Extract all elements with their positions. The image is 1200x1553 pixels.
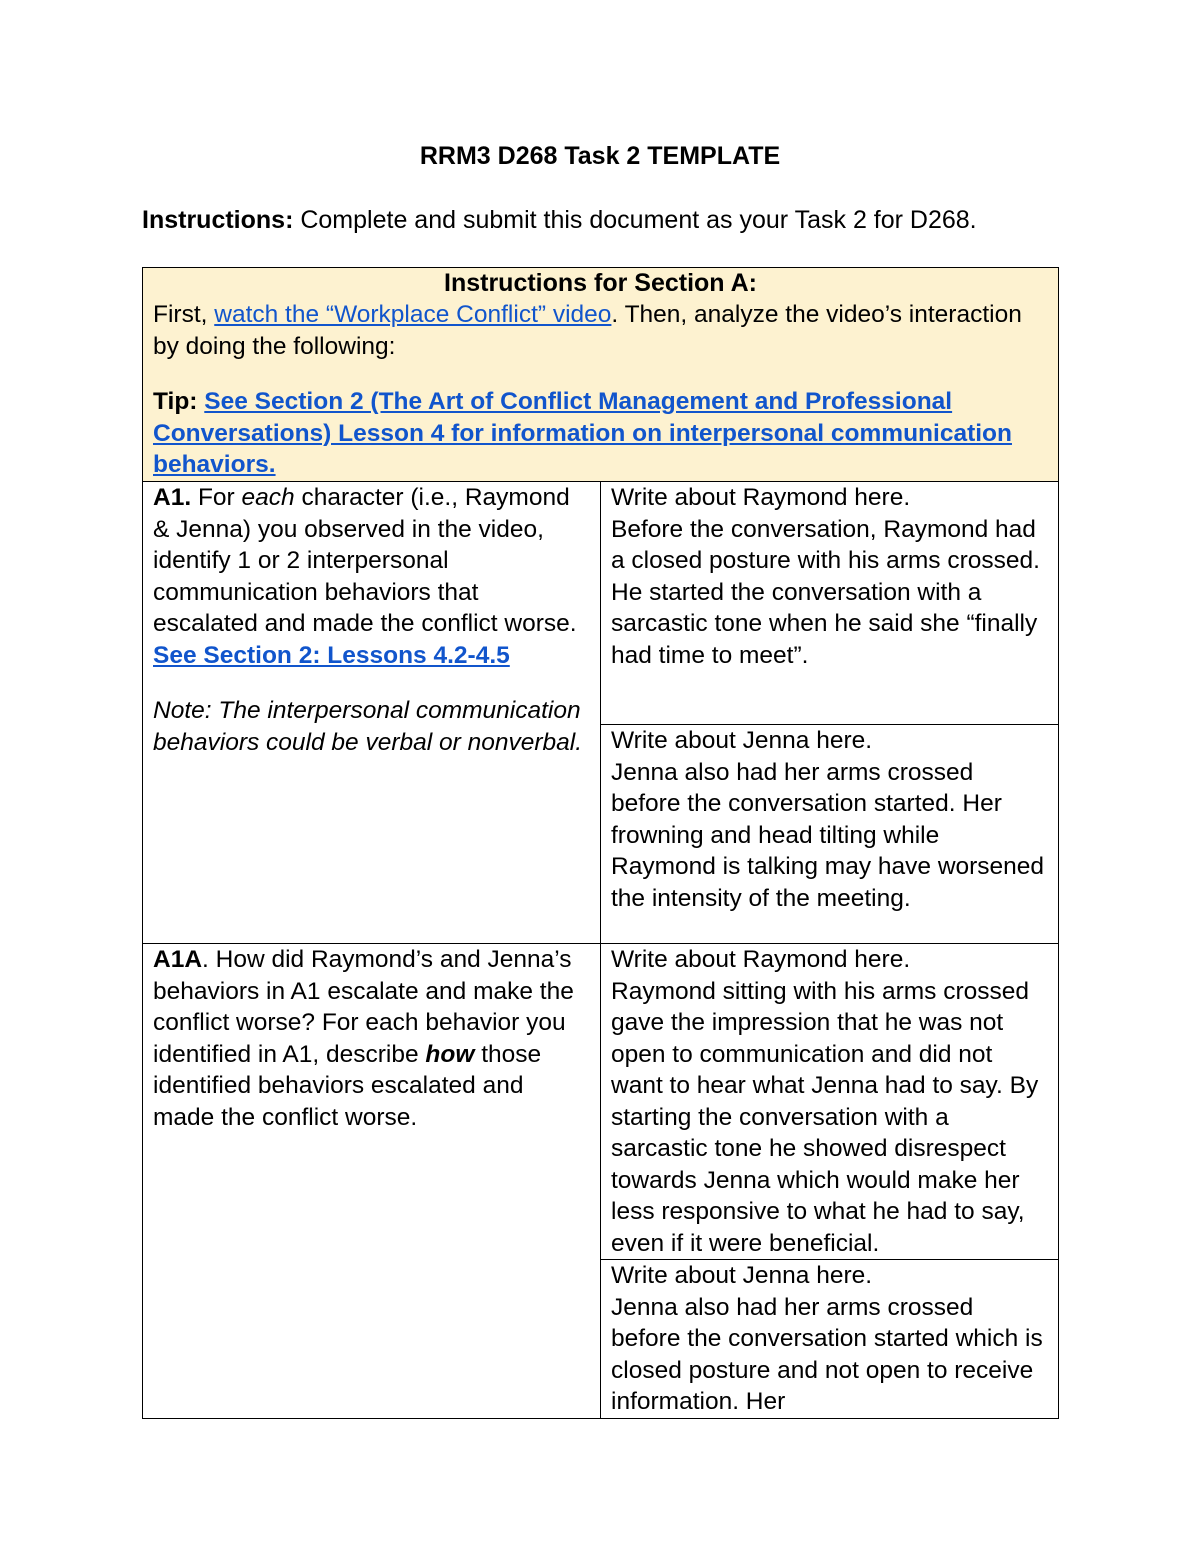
first-prefix: First, xyxy=(153,301,215,328)
a1a-prompt-cell xyxy=(143,944,601,1419)
a1-text-part: For xyxy=(191,484,242,511)
section-a-heading: Instructions for Section A: xyxy=(444,269,757,297)
a1-raymond-answer: Before the conversation, Raymond had a closed posture with his arms crossed. He started the conversation with a sarcastic tone when he said she “finally had time to meet”. xyxy=(611,515,1040,669)
a1a-raymond-answer: Raymond sitting with his arms crossed gave the impression that he was not open to communication and did not want to hear what Jenna had to say. By starting the conversation with a sarcastic tone he showed disrespect towards Jenna which would make her less responsive to what he had to say, even if it were beneficial. xyxy=(611,977,1039,1257)
workplace-conflict-video-link[interactable]: watch the “Workplace Conflict” video xyxy=(214,301,612,328)
a1-text-main: character (i.e., Raymond & Jenna) you observed in the video, identify 1 or 2 interpersonal communication behaviors that escalated and made the conflict worse. xyxy=(153,484,577,637)
a1a-jenna-answer: Jenna also had her arms crossed before the conversation started which is closed posture and not open to receive information. Her xyxy=(611,1293,1043,1415)
a1a-prompt xyxy=(153,944,590,1133)
a1a-raymond-prompt: Write about Raymond here. xyxy=(611,946,911,973)
a1-raymond-cell[interactable] xyxy=(601,482,1059,725)
a1-jenna-cell[interactable] xyxy=(601,725,1059,944)
a1-raymond-prompt: Write about Raymond here. xyxy=(611,484,911,511)
lessons-4-2-4-5-link[interactable]: See Section 2: Lessons 4.2-4.5 xyxy=(153,641,510,669)
a1-jenna-prompt: Write about Jenna here. xyxy=(611,727,873,754)
a1-prompt xyxy=(153,482,590,671)
a1a-jenna-cell[interactable] xyxy=(601,1260,1059,1419)
tip-paragraph xyxy=(153,386,1048,481)
tip-label: Tip: xyxy=(153,388,198,415)
section-a-instructions-cell xyxy=(143,268,1059,482)
a1a-label: A1A xyxy=(153,946,203,973)
section-a-first-paragraph xyxy=(153,299,1048,362)
a1a-text-end: those identified behaviors escalated and made the conflict worse. xyxy=(153,1040,542,1131)
a1a-text-part: . How did Raymond’s and Jenna’s behaviors in A1 escalate and make the conflict worse? For each behavior you identified in A1, describe xyxy=(153,946,574,1068)
instructions-paragraph xyxy=(142,205,1022,236)
a1a-raymond-cell[interactable] xyxy=(601,944,1059,1260)
a1-note: Note: The interpersonal communication behaviors could be verbal or nonverbal. xyxy=(153,697,583,756)
a1a-jenna-prompt: Write about Jenna here. xyxy=(611,1262,873,1289)
first-suffix: . Then, analyze the video’s interaction by doing the following: xyxy=(153,301,1022,360)
spacer xyxy=(153,362,1048,386)
a1a-how: how xyxy=(425,1040,475,1068)
instructions-text: Complete and submit this document as your Task 2 for D268. xyxy=(293,206,977,234)
section-2-lesson-4-link[interactable]: See Section 2 (The Art of Conflict Management and Professional Conversations) Lesson 4 for information on interpersonal communication behaviors. xyxy=(153,388,1012,478)
a1-label: A1. xyxy=(153,484,192,511)
a1-jenna-answer: Jenna also had her arms crossed before the conversation started. Her frowning and head tilting while Raymond is talking may have worsened the intensity of the meeting. xyxy=(611,758,1045,912)
task-table xyxy=(142,267,1059,1419)
instructions-label: Instructions: xyxy=(142,206,294,234)
a1-each: each xyxy=(241,484,295,511)
document-title: RRM3 D268 Task 2 TEMPLATE xyxy=(419,142,781,170)
a1-prompt-cell xyxy=(143,482,601,944)
